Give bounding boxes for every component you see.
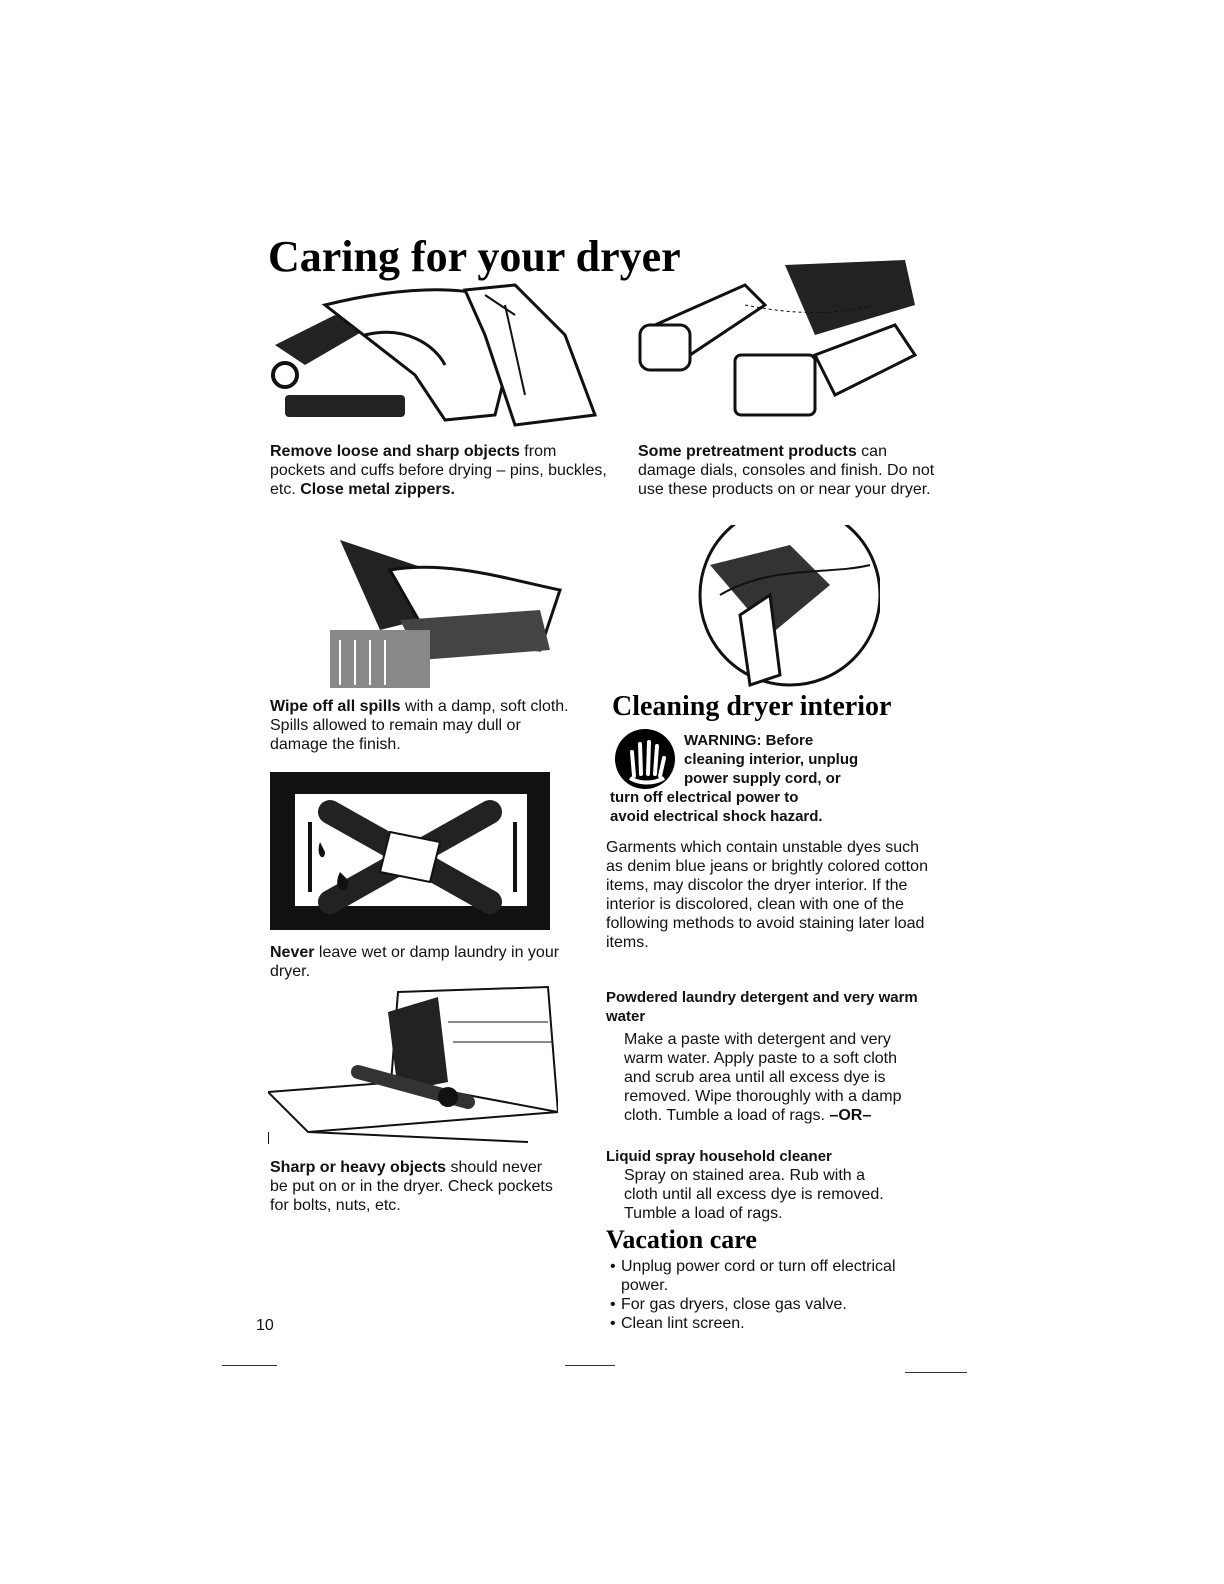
warning-line: avoid electrical shock hazard. (610, 808, 823, 825)
caption-remove-objects (270, 442, 610, 499)
caption-bold: Never (270, 944, 315, 961)
list-item: • Clean lint screen. (610, 1314, 910, 1333)
caption-bold: Close metal zippers. (300, 481, 455, 498)
vacation-heading: Vacation care (606, 1225, 757, 1254)
caption-pretreatment (638, 442, 938, 499)
divider (222, 1365, 277, 1366)
method1-body: Make a paste with detergent and very warm water. Apply paste to a soft cloth and scrub area until all excess dye is removed. Wipe thoroughly with a damp cloth. Tumble a load of rags. (624, 1031, 902, 1124)
page-number: 10 (256, 1317, 274, 1334)
method2-title: Liquid spray household cleaner (606, 1148, 832, 1165)
wet-laundry-illustration (270, 772, 550, 930)
list-item-text: Unplug power cord or turn off electrical power. (621, 1258, 896, 1294)
caption-sharp-heavy (270, 1158, 560, 1215)
caption-text: can damage dials, consoles and finish. Do not use these products on or near your dryer. (638, 443, 935, 498)
caption-bold: Wipe off all spills (270, 698, 401, 715)
cleaning-heading: Cleaning dryer interior (612, 691, 892, 722)
warning-line: cleaning interior, unplug (684, 751, 859, 768)
list-item-text: For gas dryers, close gas valve. (621, 1296, 847, 1313)
caption-never-leave-wet (270, 943, 570, 981)
method1-text (624, 1030, 924, 1125)
pocket-objects-illustration (265, 275, 605, 430)
warning-line: turn off electrical power to (610, 789, 799, 806)
method2-text: Spray on stained area. Rub with a cloth until all excess dye is removed. Tumble a load of rags. (624, 1167, 884, 1222)
or-separator: –OR– (829, 1107, 872, 1124)
spray-bottle-illustration (635, 245, 925, 430)
wiping-spills-illustration (310, 530, 570, 690)
caption-wipe-spills (270, 697, 580, 754)
caption-text: from pockets and cuffs before drying – pins, buckles, etc. (270, 443, 607, 498)
caption-text: should never be put on or in the dryer. Check pockets for bolts, nuts, etc. (270, 1159, 553, 1214)
list-item: • For gas dryers, close gas valve. (610, 1295, 910, 1314)
divider (905, 1372, 967, 1373)
drum-interior-illustration (650, 525, 880, 695)
caption-text: with a damp, soft cloth. Spills allowed to remain may dull or damage the finish. (270, 698, 569, 753)
page-title: Caring for your dryer (268, 232, 681, 281)
warning-text (610, 731, 940, 826)
warning-line: WARNING: Before (684, 732, 814, 749)
caption-text: leave wet or damp laundry in your dryer. (270, 944, 560, 980)
warning-line: power supply cord, or (684, 770, 841, 787)
cleaning-intro: Garments which contain unstable dyes such as denim blue jeans or brightly colored cotton items, may discolor the dryer interior. If the interior is discolored, clean with one of the following methods to avoid staining later load items. (606, 839, 928, 951)
list-item: • Unplug power cord or turn off electrical power. (610, 1257, 910, 1295)
divider (565, 1365, 615, 1366)
vacation-list (610, 1257, 910, 1333)
method1-title: Powdered laundry detergent and very warm water (606, 989, 918, 1025)
caption-bold: Some pretreatment products (638, 443, 857, 460)
list-item-text: Clean lint screen. (621, 1315, 745, 1332)
caption-bold: Sharp or heavy objects (270, 1159, 447, 1176)
dryer-top-illustration (268, 982, 558, 1147)
caption-bold: Remove loose and sharp objects (270, 443, 520, 460)
